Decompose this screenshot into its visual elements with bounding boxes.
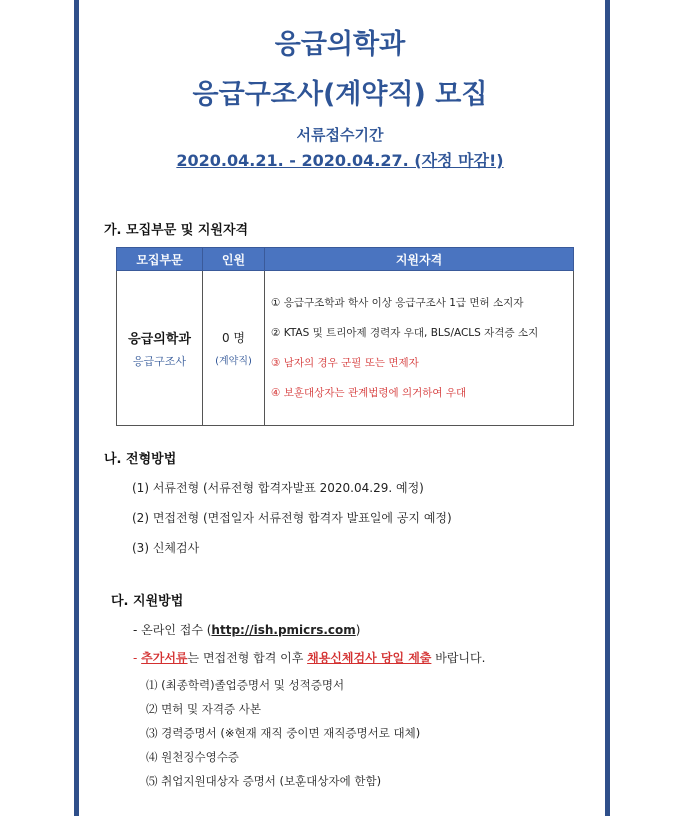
section-b-heading: 나. 전형방법	[104, 452, 177, 467]
count-value: 0 명	[221, 331, 246, 345]
period-value: 2020.04.21. - 2020.04.27. (자정 마감!)	[176, 151, 504, 170]
online-link[interactable]: http://ish.pmicrs.com	[211, 623, 356, 637]
document-item: ⑷ 원천징수영수증	[146, 750, 239, 764]
online-prefix: - 온라인 접수 (	[133, 623, 212, 637]
method-item: (3) 신체검사	[132, 541, 200, 555]
title-position: 응급구조사(계약직) 모집	[192, 79, 488, 110]
header-count: 인원	[203, 248, 265, 271]
document-item: ⑶ 경력증명서 (※현재 재직 중이면 재직증명서로 대체)	[146, 726, 421, 740]
document-item: ⑸ 취업지원대상자 증명서 (보훈대상자에 한함)	[146, 774, 382, 788]
count-cell	[203, 271, 265, 426]
extra-docs-mid: 는 면접전형 합격 이후	[187, 651, 308, 665]
table-row	[117, 271, 574, 426]
extra-docs-deadline: 채용신체검사 당일 제출	[307, 651, 432, 665]
period-label: 서류접수기간	[296, 126, 384, 144]
dept-name: 응급의학과	[128, 331, 191, 347]
document-item: ⑴ (최종학력)졸업증명서 및 성적증명서	[146, 678, 345, 692]
qualification-item: ③ 남자의 경우 군필 또는 면제자	[271, 357, 419, 369]
method-item: (2) 면접전형 (면접일자 서류전형 합격자 발표일에 공지 예정)	[132, 511, 452, 525]
section-a-heading: 가. 모집부문 및 지원자격	[104, 223, 249, 238]
section-c-heading: 다. 지원방법	[111, 594, 184, 609]
qualification-item: ④ 보훈대상자는 관계법령에 의거하여 우대	[271, 387, 467, 399]
qualification-item: ② KTAS 및 트리아제 경력자 우대, BLS/ACLS 자격증 소지	[271, 327, 539, 339]
extra-docs-end: 바랍니다.	[431, 651, 486, 665]
online-apply-line	[133, 621, 360, 638]
dept-cell	[117, 271, 203, 426]
qualification-item: ① 응급구조학과 학사 이상 응급구조사 1급 면허 소지자	[271, 297, 524, 309]
title-department: 응급의학과	[274, 29, 406, 60]
document-item: ⑵ 면허 및 자격증 사본	[146, 702, 261, 716]
online-suffix: )	[355, 623, 361, 637]
header-dept: 모집부문	[117, 248, 203, 271]
qualification-cell	[265, 271, 574, 426]
extra-docs-label: 추가서류	[141, 651, 188, 665]
method-item: (1) 서류전형 (서류전형 합격자발표 2020.04.29. 예정)	[132, 481, 424, 495]
count-type: (계약직)	[215, 356, 252, 367]
table-header-row	[117, 248, 574, 271]
dept-sub: 응급구조사	[132, 354, 187, 368]
extra-dash: -	[133, 651, 142, 665]
extra-docs-line	[133, 649, 485, 666]
header-qualification: 지원자격	[265, 248, 574, 271]
recruitment-table	[116, 247, 574, 426]
